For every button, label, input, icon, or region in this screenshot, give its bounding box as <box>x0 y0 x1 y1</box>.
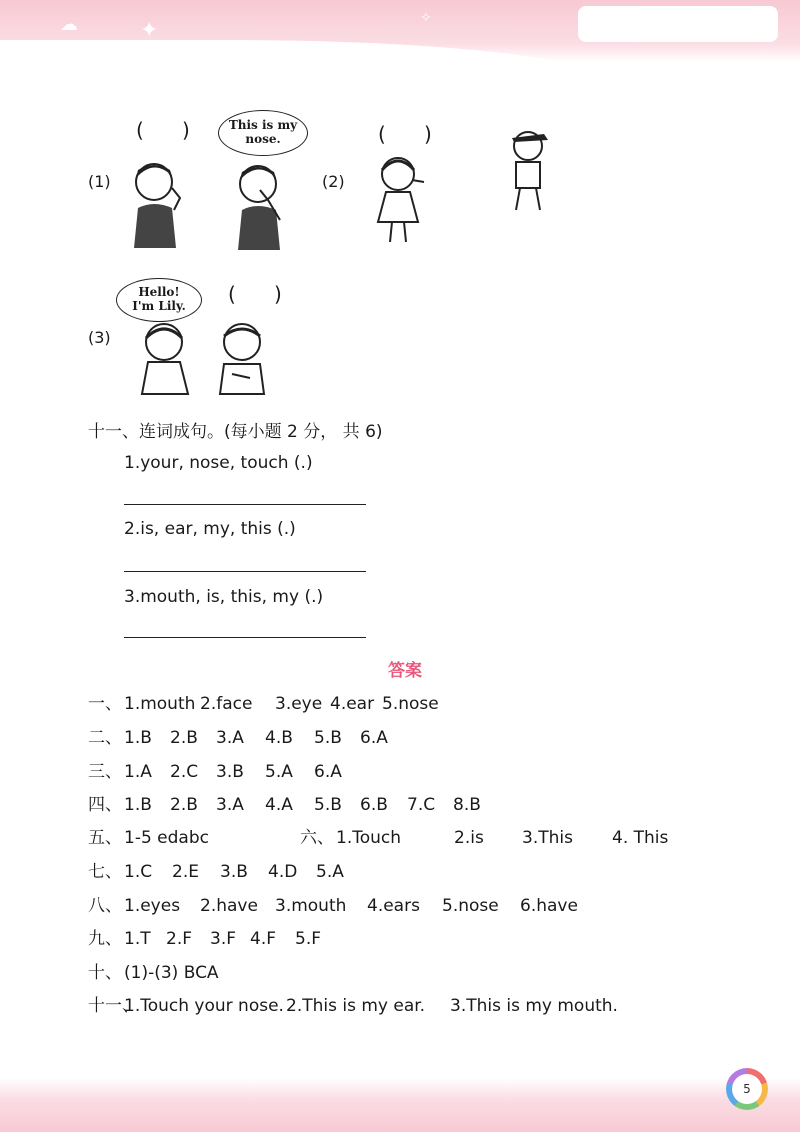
answer-row-prefix: 五、 <box>88 828 122 848</box>
answer-item: 4.ear <box>330 694 375 714</box>
answer-item: 8.B <box>453 795 481 815</box>
answer-blank-1[interactable] <box>124 504 366 505</box>
answer-row-prefix: 十一、 <box>88 996 139 1016</box>
answer-item: 2.E <box>172 862 199 882</box>
boy-touching-nose-illustration <box>228 160 294 252</box>
cloud-icon: ☁ <box>60 14 78 35</box>
answer-row-prefix: 六、 <box>300 828 334 848</box>
answer-row-prefix: 四、 <box>88 795 122 815</box>
answer-item: 3.This <box>522 828 573 848</box>
answer-item: 5.nose <box>442 896 499 916</box>
answer-item: 1.B <box>124 795 152 815</box>
answer-item: 1.T <box>124 929 151 949</box>
boy-with-cap-illustration <box>504 126 552 214</box>
answer-item: 5.F <box>295 929 321 949</box>
answer-item: 3.B <box>216 762 244 782</box>
answer-item: 5.B <box>314 795 342 815</box>
bubble-line: I'm Lily. <box>132 299 186 313</box>
answer-row-prefix: 七、 <box>88 862 122 882</box>
answer-item: 5.A <box>265 762 293 782</box>
question-label-2: (2) <box>322 172 345 191</box>
answer-item: 5.A <box>316 862 344 882</box>
answer-item: 2.B <box>170 728 198 748</box>
boy-touching-ear-illustration <box>124 158 188 250</box>
answer-row-prefix: 九、 <box>88 929 122 949</box>
reorder-question-2: 2.is, ear, my, this (.) <box>124 519 296 539</box>
answer-item: 4. This <box>612 828 669 848</box>
bubble-line: nose. <box>245 132 281 146</box>
question-label-1: (1) <box>88 172 111 191</box>
page-number: 5 <box>743 1082 751 1096</box>
bubble-line: This is my <box>228 118 298 133</box>
answer-item: 3.A <box>216 795 244 815</box>
answer-item: 1.B <box>124 728 152 748</box>
star-icon: ✦ <box>140 18 159 43</box>
answer-item: 4.ears <box>367 896 420 916</box>
answer-item: 2.have <box>200 896 258 916</box>
answer-item: 2.face <box>200 694 253 714</box>
answer-item: 3.eye <box>275 694 323 714</box>
answer-item: 4.B <box>265 728 293 748</box>
answer-item: 1.Touch <box>336 828 402 848</box>
answer-item: 6.B <box>360 795 388 815</box>
sparkle-icon: ✧ <box>420 10 432 26</box>
header-blank-box <box>578 6 778 42</box>
answer-item: 2.F <box>166 929 192 949</box>
answer-item: 4.D <box>268 862 298 882</box>
section-11-heading: 十一、连词成句。(每小题 2 分， 共 6) <box>88 422 383 442</box>
answer-item: 1.A <box>124 762 152 782</box>
answer-item: 2.is <box>454 828 484 848</box>
speech-bubble-q1 <box>218 110 308 156</box>
answer-item: 6.A <box>360 728 388 748</box>
answer-item: 3.B <box>220 862 248 882</box>
answer-row-prefix: 十、 <box>88 963 122 983</box>
answer-item: 2.This is my ear. <box>286 996 426 1016</box>
q1-answer-paren: ( ) <box>136 118 190 142</box>
answer-item: (1)-(3) BCA <box>124 963 219 983</box>
q3-answer-paren: ( ) <box>228 282 282 306</box>
answer-item: 4.A <box>265 795 293 815</box>
girl-lily-illustration <box>136 318 196 398</box>
answer-row-prefix: 一、 <box>88 694 122 714</box>
question-label-3: (3) <box>88 328 111 347</box>
answer-row-prefix: 八、 <box>88 896 122 916</box>
answer-item: 3.This is my mouth. <box>450 996 618 1016</box>
answer-item: 1-5 edabc <box>124 828 209 848</box>
answer-item: 5.B <box>314 728 342 748</box>
answer-item: 2.C <box>170 762 199 782</box>
answer-row-prefix: 二、 <box>88 728 122 748</box>
page-number-badge <box>726 1068 768 1110</box>
answer-item: 1.mouth <box>124 694 196 714</box>
answer-item: 6.A <box>314 762 342 782</box>
girl-covering-mouth-illustration <box>372 152 428 246</box>
boy-waving-illustration <box>212 318 272 398</box>
answers-title: 答案 <box>388 661 422 681</box>
answer-item: 6.have <box>520 896 578 916</box>
bubble-line: Hello! <box>138 285 180 300</box>
answer-item: 3.F <box>210 929 236 949</box>
answer-blank-2[interactable] <box>124 571 366 572</box>
reorder-question-1: 1.your, nose, touch (.) <box>124 453 313 473</box>
answer-item: 2.B <box>170 795 198 815</box>
answer-item: 1.Touch your nose. <box>124 996 284 1016</box>
speech-bubble-q3 <box>116 278 202 322</box>
answer-item: 3.mouth <box>275 896 347 916</box>
answer-item: 1.eyes <box>124 896 181 916</box>
answer-blank-3[interactable] <box>124 637 366 638</box>
reorder-question-3: 3.mouth, is, this, my (.) <box>124 587 324 607</box>
answer-item: 7.C <box>407 795 436 815</box>
answer-item: 5.nose <box>382 694 439 714</box>
answer-row-prefix: 三、 <box>88 762 122 782</box>
answer-item: 1.C <box>124 862 153 882</box>
q2-answer-paren: ( ) <box>378 122 432 146</box>
answer-item: 4.F <box>250 929 276 949</box>
answer-item: 3.A <box>216 728 244 748</box>
footer-decoration-band <box>0 1078 800 1132</box>
